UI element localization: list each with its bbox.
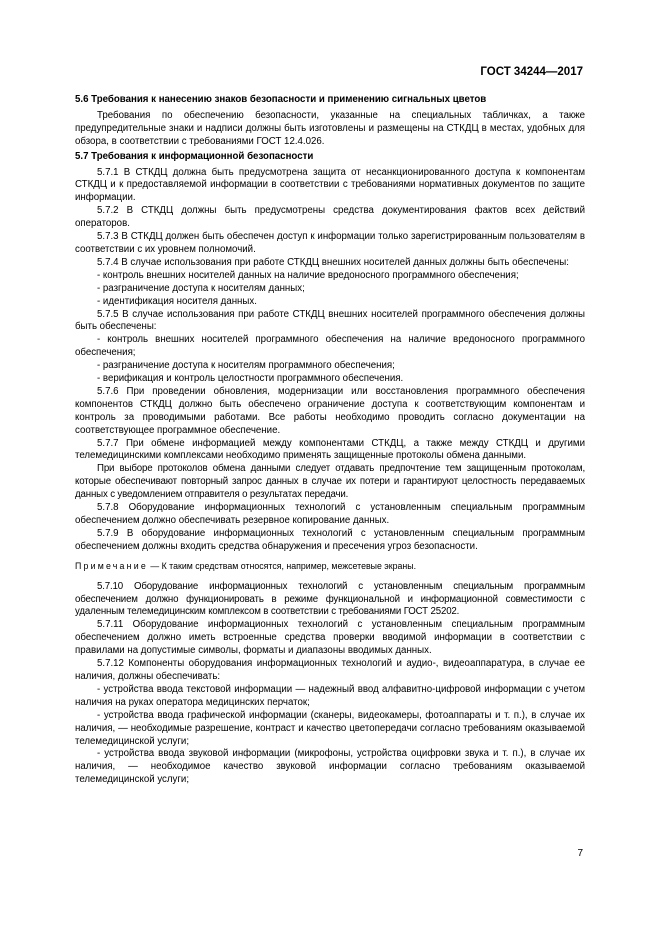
list-item: - устройства ввода графической информации (сканеры, видеокамеры, фотоаппараты и т. п.), в случае их наличия, — необходимые разрешение, контраст и качество цветопередачи согласно требованиям оказываемой телемедицинской услуги; — [75, 709, 585, 747]
clause-5-7-9: 5.7.9 В оборудование информационных технологий с установленным специальным программным обеспечением должны входить средства обнаружения и пресечения угроз безопасности. — [75, 527, 585, 552]
document-body — [75, 94, 585, 787]
paragraph: При выборе протоколов обмена данными следует отдавать предпочтение тем защищенным протоколам, которые обеспечивают повторный запрос данных в случае их потери и гарантируют целостность передаваемых данных с уведомлением отправителя о результатах передачи. — [75, 463, 585, 501]
clause-5-7-8: 5.7.8 Оборудование информационных технологий с установленным специальным программным обеспечением должно обеспечивать резервное копирование данных. — [75, 502, 585, 526]
clause-5-7-10: 5.7.10 Оборудование информационных технологий с установленным специальным программным обеспечением должно функционировать в режиме функциональной и информационной совместимости с удаленным телемедицинским комплексом в соответствии с требованиями ГОСТ 25202. — [75, 580, 585, 618]
note — [75, 560, 585, 573]
clause-5-7-4: 5.7.4 В случае использования при работе СТКДЦ внешних носителей данных должны быть обеспечены: — [97, 256, 569, 268]
clause-5-7-6: 5.7.6 При проведении обновления, модернизации или восстановления программного обеспечения компонентов СТКДЦ должно быть обеспечено ограничение доступа к соответствующим компонентам и контроль за проводимыми работами. Все работы необходимо проводить согласно документации на соответствующее программное обеспечение. — [75, 385, 585, 436]
clause-5-7-12: 5.7.12 Компоненты оборудования информационных технологий и аудио-, видеоаппаратура, в случае ее наличия, должны обеспечивать: — [75, 658, 585, 682]
list-item: - контроль внешних носителей программного обеспечения на наличие вредоносного программного обеспечения; — [75, 334, 585, 359]
list-item: - разграничение доступа к носителям данных; — [97, 282, 305, 294]
note-label: Примечание — [75, 560, 148, 571]
clause-5-7-11: 5.7.11 Оборудование информационных технологий с установленным специальным программным обеспечением должно иметь встроенные средства проверки вводимой информации в соответствии с правилами на допустимые символы, форматы и диапазоны вводимых данных. — [75, 619, 585, 657]
clause-5-7-3: 5.7.3 В СТКДЦ должен быть обеспечен доступ к информации только зарегистрированным пользователям в соответствии с их уровнем полномочий. — [75, 231, 585, 255]
clause-5-7-5: 5.7.5 В случае использования при работе СТКДЦ внешних носителей программного обеспечения должны быть обеспечены: — [75, 308, 585, 333]
clause-5-7-2: 5.7.2 В СТКДЦ должны быть предусмотрены средства документирования фактов всех действий операторов. — [75, 205, 585, 230]
clause-5-7-1: 5.7.1 В СТКДЦ должна быть предусмотрена защита от несанкционированного доступа к компонентам СТКДЦ и к предоставляемой информации в соответствии с требованиями нормативных документов по защите информации. — [75, 166, 585, 204]
clause-5-7-7: 5.7.7 При обмене информацией между компонентами СТКДЦ, а также между СТКДЦ и другими телемедицинскими комплексами необходимо применять защищенные протоколы обмена данными. — [75, 437, 585, 462]
section-heading-5-6: 5.6 Требования к нанесению знаков безопасности и применению сигнальных цветов — [75, 94, 487, 105]
section-heading-5-7: 5.7 Требования к информационной безопасности — [75, 150, 314, 162]
list-item: - устройства ввода звуковой информации (микрофоны, устройства оцифровки звука и т. п.), в случае их наличия, — необходимое качество звуковой информации согласно требованиям оказываемой телемедицинской услуги; — [75, 748, 585, 786]
note-text: — К таким средствам относятся, например, межсетевые экраны. — [147, 560, 417, 571]
list-item: - верификация и контроль целостности программного обеспечения. — [97, 373, 404, 385]
list-item: - контроль внешних носителей данных на наличие вредоносного программного обеспечения; — [97, 269, 519, 281]
document-code: ГОСТ 34244—2017 — [480, 66, 583, 78]
page-number: 7 — [577, 848, 583, 859]
list-item: - разграничение доступа к носителям программного обеспечения; — [97, 360, 395, 372]
paragraph: Требования по обеспечению безопасности, указанные на специальных табличках, а также предупредительные знаки и надписи должны быть изготовлены и размещены на СТКДЦ в местах, удобных для обзора, в соответствии с требованиями ГОСТ 12.4.026. — [75, 109, 585, 147]
list-item: - устройства ввода текстовой информации — надежный ввод алфавитно-цифровой информации с учетом наличия на руках оператора медицинских перчаток; — [75, 683, 585, 708]
list-item: - идентификация носителя данных. — [97, 295, 257, 307]
